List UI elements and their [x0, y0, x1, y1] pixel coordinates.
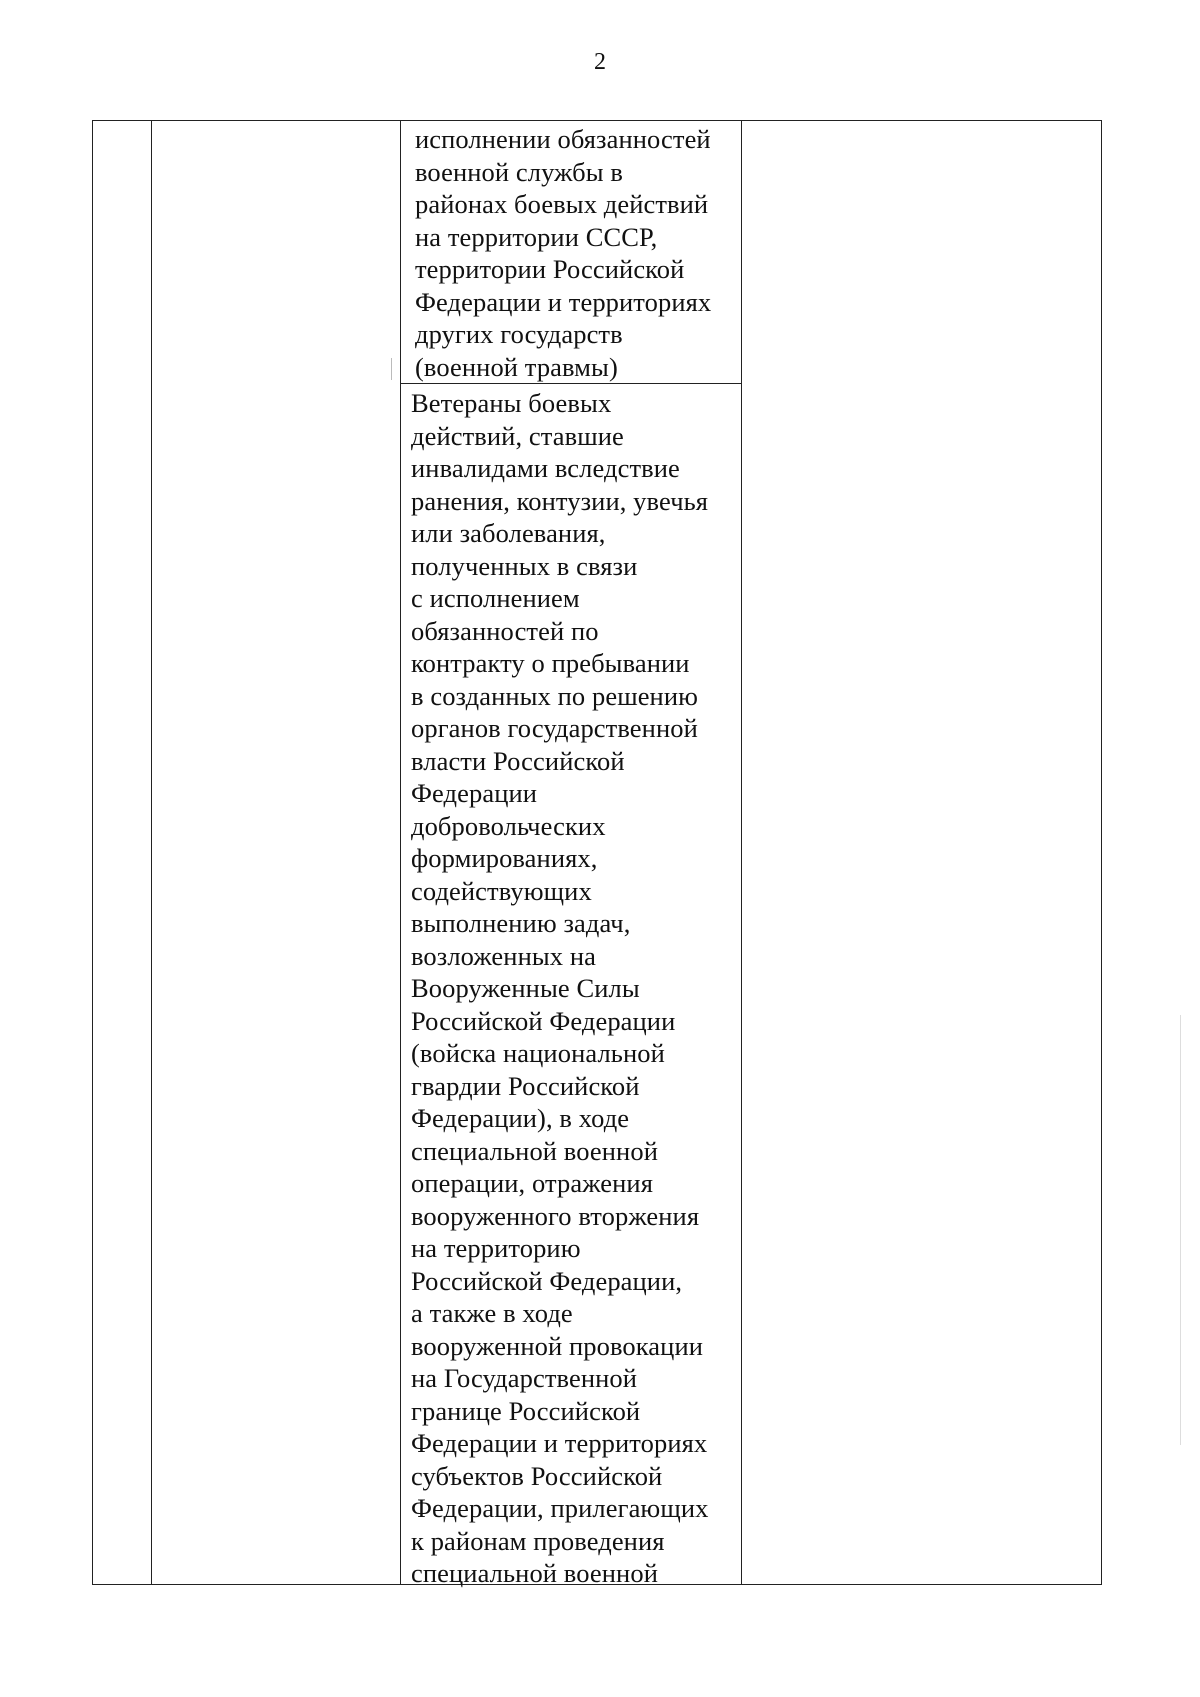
table-cell-col2: [151, 121, 400, 1584]
column-divider-2: [400, 121, 401, 1584]
document-table: [92, 120, 1102, 1588]
row-divider: [400, 383, 741, 384]
table-cell-col4: [741, 121, 1101, 1584]
table-cell-row2-description: Ветераны боевых действий, ставшие инвалидами вследствие ранения, контузии, увечья или заболевания, полученных в связи с исполнением обязанностей по контракту о пребывании в созданных по решению органов государственной власти Российской Федерации добровольческих формированиях, содействующих выполнению задач, возложенных на Вооруженные Силы Российской Федерации (войска национальной гвардии Российской Федерации), в ходе специальной военной операции, отражения вооруженного вторжения на территорию Российской Федерации, а также в ходе вооруженной провокации на Государственной границе Российской Федерации и территориях субъектов Российской Федерации, прилегающих к районам проведения специальной военной: [411, 388, 709, 1588]
scan-artifact: [1180, 1015, 1181, 1445]
scan-artifact: [391, 358, 392, 380]
table-cell-row1-description: исполнении обязанностей военной службы в районах боевых действий на территории СССР, территории Российской Федерации и территориях других государств (военной травмы): [415, 124, 712, 382]
page-number: 2: [594, 49, 606, 75]
table-cell-col1: [93, 121, 151, 1584]
